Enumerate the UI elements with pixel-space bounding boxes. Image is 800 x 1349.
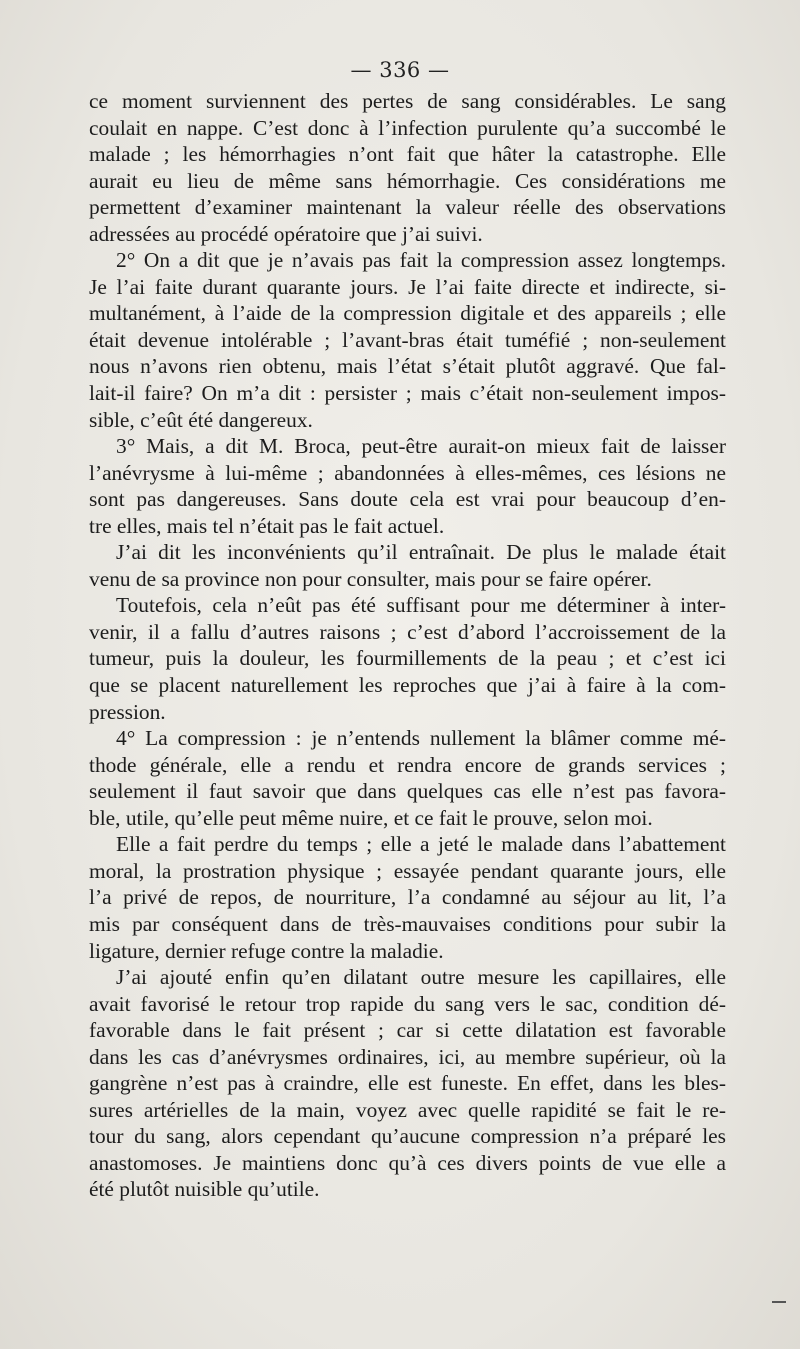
text-line: été plutôt nuisible qu’utile. — [89, 1177, 320, 1202]
text-line: l’a privé de repos, de nourriture, l’a condamné au séjour au lit, l’a — [89, 885, 726, 910]
text-line: adressées au procédé opératoire que j’ai suivi. — [89, 221, 483, 246]
text-line: tour du sang, alors cependant qu’aucune compression n’a préparé les — [89, 1124, 726, 1149]
body-text — [89, 88, 726, 1203]
text-line: que se placent naturellement les reproches que j’ai à faire à la com- — [89, 673, 726, 698]
text-line: sible, c’eût été dangereux. — [89, 407, 313, 432]
page-number: — 336 — — [350, 58, 450, 82]
text-line: 3° Mais, a dit M. Broca, peut-être aurait-on mieux fait de laisser — [116, 434, 726, 459]
text-line: J’ai dit les inconvénients qu’il entraînait. De plus le malade était — [116, 540, 726, 565]
text-line: avait favorisé le retour trop rapide du sang vers le sac, condition dé- — [89, 991, 726, 1016]
text-line: malade ; les hémorrhagies n’ont fait que hâter la catastrophe. Elle — [89, 142, 726, 167]
text-line: coulait en nappe. C’est donc à l’infection purulente qu’a succombé le — [89, 115, 726, 140]
text-line: l’anévrysme à lui-même ; abandonnées à elles-mêmes, ces lésions ne — [89, 460, 726, 485]
text-line: Toutefois, cela n’eût pas été suffisant pour me déterminer à inter- — [116, 593, 726, 618]
text-line: lait-il faire? On m’a dit : persister ; mais c’était non-seulement impos- — [89, 381, 726, 406]
text-line: favorable dans le fait présent ; car si cette dilatation est favorable — [89, 1018, 726, 1043]
text-line: nous n’avons rien obtenu, mais l’état s’était plutôt aggravé. Que fal- — [89, 354, 726, 379]
text-line: tumeur, puis la douleur, les fourmillements de la peau ; et c’est ici — [89, 646, 726, 671]
text-line: 2° On a dit que je n’avais pas fait la compression assez longtemps. — [116, 248, 726, 273]
text-line: Je l’ai faite durant quarante jours. Je l’ai faite directe et indirecte, si- — [89, 274, 726, 299]
text-line: thode générale, elle a rendu et rendra encore de grands services ; — [89, 752, 726, 777]
text-line: multanément, à l’aide de la compression digitale et des appareils ; elle — [89, 301, 726, 326]
text-line: sures artérielles de la main, voyez avec quelle rapidité se fait le re- — [89, 1097, 726, 1122]
text-line: gangrène n’est pas à craindre, elle est funeste. En effet, dans les bles- — [89, 1071, 726, 1096]
text-line: dans les cas d’anévrysmes ordinaires, ici, au membre supérieur, où la — [89, 1044, 726, 1069]
text-line: venu de sa province non pour consulter, mais pour se faire opérer. — [89, 566, 652, 591]
page-edge-mark — [772, 1301, 786, 1303]
text-line: permettent d’examiner maintenant la valeur réelle des observations — [89, 195, 726, 220]
text-line: J’ai ajouté enfin qu’en dilatant outre mesure les capillaires, elle — [116, 965, 726, 990]
text-line: moral, la prostration physique ; essayée pendant quarante jours, elle — [89, 858, 726, 883]
text-line: venir, il a fallu d’autres raisons ; c’est d’abord l’accroissement de la — [89, 619, 726, 644]
text-line: seulement il faut savoir que dans quelques cas elle n’est pas favora- — [89, 779, 726, 804]
text-line: Elle a fait perdre du temps ; elle a jeté le malade dans l’abattement — [116, 832, 726, 857]
text-line: anastomoses. Je maintiens donc qu’à ces divers points de vue elle a — [89, 1150, 726, 1175]
text-line: ble, utile, qu’elle peut même nuire, et ce fait le prouve, selon moi. — [89, 805, 653, 830]
text-line: tre elles, mais tel n’était pas le fait actuel. — [89, 513, 445, 538]
text-line: mis par conséquent dans de très-mauvaises conditions pour subir la — [89, 911, 726, 936]
text-line: ce moment surviennent des pertes de sang considérables. Le sang — [89, 89, 726, 113]
text-line: 4° La compression : je n’entends nullement la blâmer comme mé- — [116, 726, 726, 751]
text-line: sont pas dangereuses. Sans doute cela est vrai pour beaucoup d’en- — [89, 487, 726, 512]
text-line: était devenue intolérable ; l’avant-bras était tuméfié ; non-seulement — [89, 327, 726, 352]
text-line: ligature, dernier refuge contre la maladie. — [89, 938, 444, 963]
text-line: pression. — [89, 699, 166, 724]
text-line: aurait eu lieu de même sans hémorrhagie. Ces considérations me — [89, 168, 726, 193]
